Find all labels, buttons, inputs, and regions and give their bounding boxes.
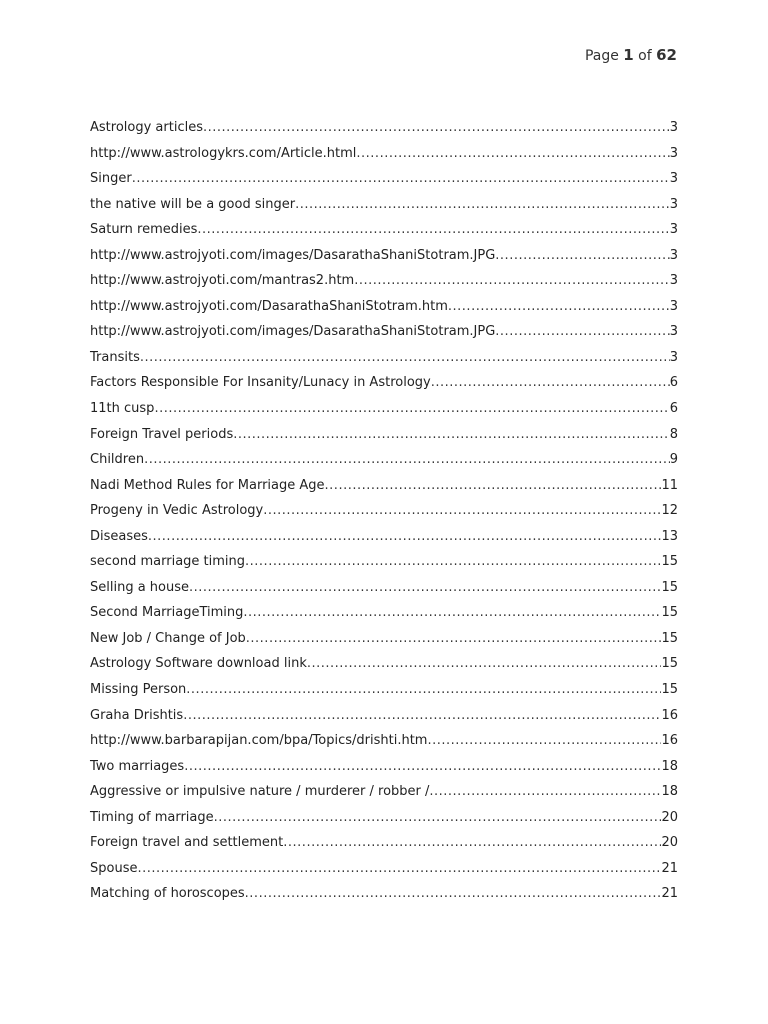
toc-entry-title[interactable]: http://www.barbarapijan.com/bpa/Topics/drishti.htm [90, 733, 428, 749]
toc-dot-leader [137, 861, 661, 876]
toc-dot-leader [132, 171, 670, 186]
toc-entry-page-number[interactable]: 16 [661, 733, 678, 749]
toc-entry-page-number[interactable]: 20 [661, 809, 678, 825]
toc-dot-leader [214, 810, 662, 825]
toc-entry[interactable] [90, 273, 678, 299]
toc-entry-title[interactable]: Diseases [90, 528, 148, 544]
toc-dot-leader [184, 759, 661, 774]
toc-dot-leader [245, 554, 661, 569]
toc-entry-title[interactable]: the native will be a good singer [90, 196, 296, 212]
toc-dot-leader [246, 631, 662, 646]
toc-entry-title[interactable]: Saturn remedies [90, 222, 198, 238]
toc-dot-leader [354, 273, 670, 288]
toc-dot-leader [243, 605, 661, 620]
toc-dot-leader [356, 146, 669, 161]
toc-entry[interactable] [90, 835, 678, 861]
toc-entry-page-number[interactable]: 21 [661, 860, 678, 876]
toc-entry[interactable] [90, 580, 678, 606]
toc-dot-leader [307, 656, 662, 671]
toc-entry[interactable] [90, 886, 678, 912]
toc-entry-page-number[interactable]: 15 [661, 605, 678, 621]
toc-entry[interactable] [90, 759, 678, 785]
toc-entry[interactable] [90, 324, 678, 350]
toc-entry-title[interactable]: http://www.astrojyoti.com/images/DasarathaShaniStotram.JPG [90, 247, 496, 263]
toc-entry-page-number[interactable]: 3 [669, 196, 678, 212]
toc-entry-title[interactable]: Transits [90, 349, 140, 365]
toc-entry[interactable] [90, 861, 678, 887]
toc-entry[interactable] [90, 478, 678, 504]
toc-entry-page-number[interactable]: 3 [669, 324, 678, 340]
toc-dot-leader [427, 733, 661, 748]
toc-entry[interactable] [90, 299, 678, 325]
toc-entry-title[interactable]: Timing of marriage [90, 809, 214, 825]
page-label: Page [584, 48, 624, 64]
toc-entry-title[interactable]: http://www.astrojyoti.com/mantras2.htm [90, 273, 355, 289]
toc-entry[interactable] [90, 810, 678, 836]
toc-entry-page-number[interactable]: 12 [661, 503, 678, 519]
table-of-contents [90, 120, 678, 912]
toc-entry[interactable] [90, 222, 678, 248]
toc-dot-leader [233, 427, 669, 442]
toc-entry-title[interactable]: Foreign travel and settlement [90, 835, 284, 851]
toc-entry-page-number[interactable]: 3 [669, 171, 678, 187]
toc-entry-title[interactable]: Missing Person [90, 682, 187, 698]
toc-entry-page-number[interactable]: 3 [669, 298, 678, 314]
toc-entry[interactable] [90, 401, 678, 427]
toc-entry-page-number[interactable]: 11 [661, 477, 678, 493]
toc-entry-page-number[interactable]: 15 [661, 554, 678, 570]
toc-entry-title[interactable]: Astrology articles [90, 120, 203, 135]
total-pages-number: 62 [656, 46, 677, 64]
toc-entry[interactable] [90, 427, 678, 453]
toc-entry-title[interactable]: Astrology Software download link [90, 656, 307, 672]
toc-entry[interactable] [90, 631, 678, 657]
toc-dot-leader [448, 299, 670, 314]
toc-entry-page-number[interactable]: 3 [669, 222, 678, 238]
toc-entry[interactable] [90, 197, 678, 223]
toc-entry[interactable] [90, 452, 678, 478]
toc-entry-title[interactable]: http://www.astrologykrs.com/Article.html [90, 145, 357, 161]
toc-entry-page-number[interactable]: 13 [661, 528, 678, 544]
toc-entry-title[interactable]: Two marriages [90, 758, 185, 774]
toc-entry[interactable] [90, 708, 678, 734]
toc-entry-title[interactable]: Aggressive or impulsive nature / murderer / robber / [90, 784, 430, 800]
toc-entry[interactable] [90, 682, 678, 708]
toc-dot-leader [429, 784, 661, 799]
toc-entry[interactable] [90, 529, 678, 555]
toc-entry[interactable] [90, 375, 678, 401]
toc-entry-page-number[interactable]: 3 [669, 145, 678, 161]
toc-entry-page-number[interactable]: 3 [669, 349, 678, 365]
toc-entry-title[interactable]: Nadi Method Rules for Marriage Age [90, 477, 325, 493]
toc-entry-title[interactable]: Singer [90, 171, 132, 187]
toc-entry-page-number[interactable]: 18 [661, 758, 678, 774]
toc-entry[interactable] [90, 733, 678, 759]
toc-entry-page-number[interactable]: 3 [669, 247, 678, 263]
toc-entry-title[interactable]: Matching of horoscopes [90, 886, 245, 902]
toc-dot-leader [183, 708, 661, 723]
toc-entry[interactable] [90, 503, 678, 529]
toc-entry-title[interactable]: Graha Drishtis [90, 707, 184, 723]
toc-dot-leader [148, 529, 662, 544]
toc-entry-title[interactable]: second marriage timing [90, 554, 246, 570]
toc-dot-leader [154, 401, 669, 416]
toc-entry[interactable] [90, 784, 678, 810]
toc-entry-page-number[interactable]: 8 [669, 426, 678, 442]
toc-entry-page-number[interactable]: 6 [669, 375, 678, 391]
toc-entry-title[interactable]: Factors Responsible For Insanity/Lunacy in Astrology [90, 375, 431, 391]
toc-dot-leader [189, 580, 661, 595]
toc-entry-page-number[interactable]: 20 [661, 835, 678, 851]
toc-entry-page-number[interactable]: 15 [661, 682, 678, 698]
toc-entry-page-number[interactable]: 9 [669, 452, 678, 468]
page-number-header [585, 46, 677, 64]
toc-dot-leader [283, 835, 661, 850]
toc-dot-leader [140, 350, 670, 365]
toc-entry-title[interactable]: Selling a house [90, 579, 190, 595]
toc-entry-title[interactable]: 11th cusp [90, 401, 155, 417]
toc-entry-title[interactable]: Progeny in Vedic Astrology [90, 503, 264, 519]
toc-dot-leader [325, 478, 662, 493]
toc-entry-page-number[interactable]: 21 [661, 886, 678, 902]
toc-dot-leader [197, 222, 669, 237]
toc-dot-leader [295, 197, 670, 212]
toc-entry[interactable] [90, 656, 678, 682]
toc-entry-title[interactable]: http://www.astrojyoti.com/images/DasarathaShaniStotram.JPG [90, 324, 496, 340]
toc-entry-title[interactable]: Second MarriageTiming [90, 605, 244, 621]
toc-entry-page-number[interactable]: 15 [661, 579, 678, 595]
toc-entry[interactable] [90, 120, 678, 146]
toc-entry-title[interactable]: Children [90, 452, 145, 468]
toc-dot-leader [186, 682, 661, 697]
toc-dot-leader [203, 120, 670, 135]
toc-entry[interactable] [90, 350, 678, 376]
toc-dot-leader [495, 248, 669, 263]
toc-entry[interactable] [90, 554, 678, 580]
toc-dot-leader [245, 886, 662, 901]
toc-entry-page-number[interactable]: 3 [669, 273, 678, 289]
toc-entry-title[interactable]: New Job / Change of Job [90, 630, 246, 646]
toc-entry-page-number[interactable]: 18 [661, 784, 678, 800]
toc-entry[interactable] [90, 605, 678, 631]
toc-entry-title[interactable]: Spouse [90, 860, 138, 876]
toc-entry-page-number[interactable]: 15 [661, 630, 678, 646]
toc-entry-title[interactable]: Foreign Travel periods [90, 426, 234, 442]
toc-dot-leader [144, 452, 670, 467]
toc-entry[interactable] [90, 146, 678, 172]
toc-entry-page-number[interactable]: 6 [669, 401, 678, 417]
toc-entry-page-number[interactable]: 15 [661, 656, 678, 672]
toc-entry[interactable] [90, 171, 678, 197]
toc-dot-leader [263, 503, 661, 518]
toc-entry[interactable] [90, 248, 678, 274]
toc-entry-page-number[interactable]: 16 [661, 707, 678, 723]
toc-entry-title[interactable]: http://www.astrojyoti.com/DasarathaShaniStotram.htm [90, 298, 448, 314]
toc-entry-page-number[interactable]: 3 [669, 120, 678, 135]
toc-dot-leader [495, 324, 669, 339]
current-page-number: 1 [623, 46, 634, 64]
toc-dot-leader [431, 375, 670, 390]
of-label: of [633, 48, 657, 64]
